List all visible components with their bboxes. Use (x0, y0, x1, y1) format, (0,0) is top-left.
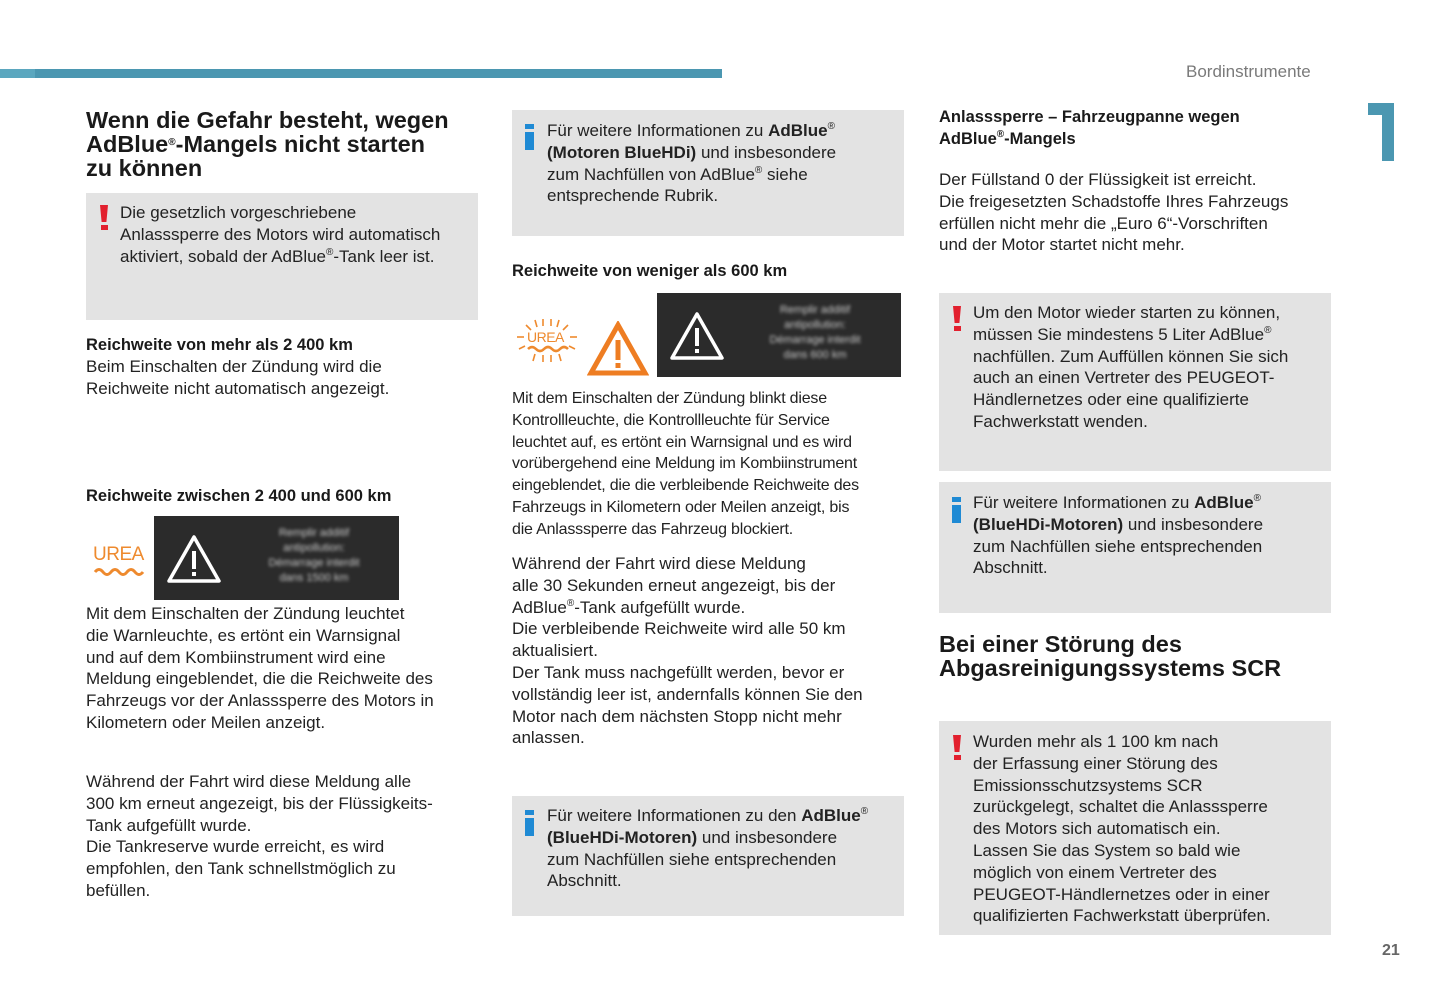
orange-warning-triangle-icon (587, 321, 649, 377)
info-box-adblue-col3: Für weitere Informationen zu AdBlue® (BlueHDi-Motoren) und insbesondere zum Nachfüllen siehe entsprechenden Abschnitt. (939, 482, 1331, 613)
scr-section-title: Bei einer Störung des Abgasreinigungssystems SCR (939, 631, 1282, 681)
info-icon (525, 124, 534, 150)
subheading: Reichweite von mehr als 2 400 km (86, 336, 353, 354)
info-box-adblue-top: Für weitere Informationen zu AdBlue® (Motoren BlueHDi) und insbesondere zum Nachfüllen von AdBlue® siehe entsprechende Rubrik. (512, 110, 904, 236)
subheading-fuel-lock-breakdown: Anlasssperre – Fahrzeugpanne wegen AdBlue®-Mangels (939, 108, 1240, 148)
fuel-lock-para: Der Füllstand 0 der Flüssigkeit ist erreicht. Die freigesetzten Schadstoffe Ihres Fahrzeugs erfüllen nicht mehr die „Euro 6“-Vorschriften und der Motor startet nicht mehr. (939, 170, 1289, 255)
cluster-display-message: Remplir additif antipollution: Démarrage interdit dans 1500 km (154, 516, 399, 600)
exclamation-icon (99, 205, 109, 230)
range-over-2400-section: Reichweite von mehr als 2 400 km Beim Einschalten der Zündung wird die Reichweite nicht automatisch angezeigt. (86, 334, 486, 400)
chapter-number (1368, 103, 1394, 161)
col1-title: Wenn die Gefahr besteht, wegen AdBlue®-Mangels nicht starten zu können (86, 107, 449, 181)
warning-triangle-icon (669, 311, 725, 361)
exclamation-icon (952, 735, 962, 760)
subheading-range-under-600: Reichweite von weniger als 600 km (512, 262, 788, 280)
warning-box-refill: Um den Motor wieder starten zu können, müssen Sie mindestens 5 Liter AdBlue® nachfüllen. Zum Auffüllen können Sie sich auch an einen Vertreter des PEUGEOT- Händlernetzes oder eine qualifizierte Fachwerkstatt wenden. (939, 293, 1331, 471)
range-under-600-para2: Während der Fahrt wird diese Meldung alle 30 Sekunden erneut angezeigt, bis der AdBlue®-Tank aufgefüllt wurde. Die verbleibende Reichweite wird alle 50 km aktualisiert. Der Tank muss nachgefüllt werden, bevor er vollständig leer ist, andernfalls können Sie den Motor nach dem nächsten Stopp nicht mehr anlassen. (512, 554, 863, 748)
range-2400-600-para1: Mit dem Einschalten der Zündung leuchtet die Warnleuchte, es ertönt ein Warnsignal und auf dem Kombiinstrument wird eine Meldung eingeblendet, die die Reichweite des Fahrzeugs vor der Anlasssperre des Motors in Kilometern oder Meilen anzeigt. (86, 604, 434, 732)
range-2400-600-para2: Während der Fahrt wird diese Meldung alle 300 km erneut angezeigt, bis der Flüssigkeits- Tank aufgefüllt wurde. Die Tankreserve wurde erreicht, es wird empfohlen, den Tank schnellstmöglich zu befüllen. (86, 772, 433, 900)
section-label: Bordinstrumente (1186, 62, 1311, 81)
info-icon (952, 497, 961, 523)
warning-triangle-icon (166, 534, 222, 584)
range-under-600-para1: Mit dem Einschalten der Zündung blinkt diese Kontrollleuchte, die Kontrollleuchte für Service leuchtet auf, es ertönt ein Warnsignal und es wird vorübergehend eine Meldung im Kombiinstrument eingeblendet, die die verbleibende Reichweite des Fahrzeugs in Kilometern oder Meilen anzeigt, bis die Anlasssperre das Fahrzeug blockiert. (512, 390, 859, 538)
info-box-adblue-bottom: Für weitere Informationen zu den AdBlue® (BlueHDi-Motoren) und insbesondere zum Nachfüllen siehe entsprechenden Abschnitt. (512, 796, 904, 916)
subheading-range-2400-600: Reichweite zwischen 2 400 und 600 km (86, 487, 392, 505)
warning-box-scr: Wurden mehr als 1 100 km nach der Erfassung einer Störung des Emissionsschutzsystems SCR zurückgelegt, schaltet die Anlasssperre des Motors sich automatisch ein. Lassen Sie das System so bald wie möglich von einem Vertreter des PEUGEOT-Händlernetzes oder in einer qualifizierten Fachwerkstatt überprüfen. (939, 721, 1331, 935)
cluster-display-message-600: Remplir additif antipollution: Démarrage interdit dans 600 km (657, 293, 901, 377)
header-accent-bar-left (0, 69, 35, 78)
page-number: 21 (1382, 942, 1400, 959)
exclamation-icon (952, 306, 962, 331)
header-accent-bar (0, 69, 722, 78)
info-icon (525, 810, 534, 836)
warning-box-fuel-lock: Die gesetzlich vorgeschriebene Anlasssperre des Motors wird automatisch aktiviert, sobald der AdBlue®-Tank leer ist. (86, 193, 478, 320)
urea-flashing-icon: UREA (513, 318, 583, 368)
urea-warning-icon: UREA (93, 545, 149, 585)
